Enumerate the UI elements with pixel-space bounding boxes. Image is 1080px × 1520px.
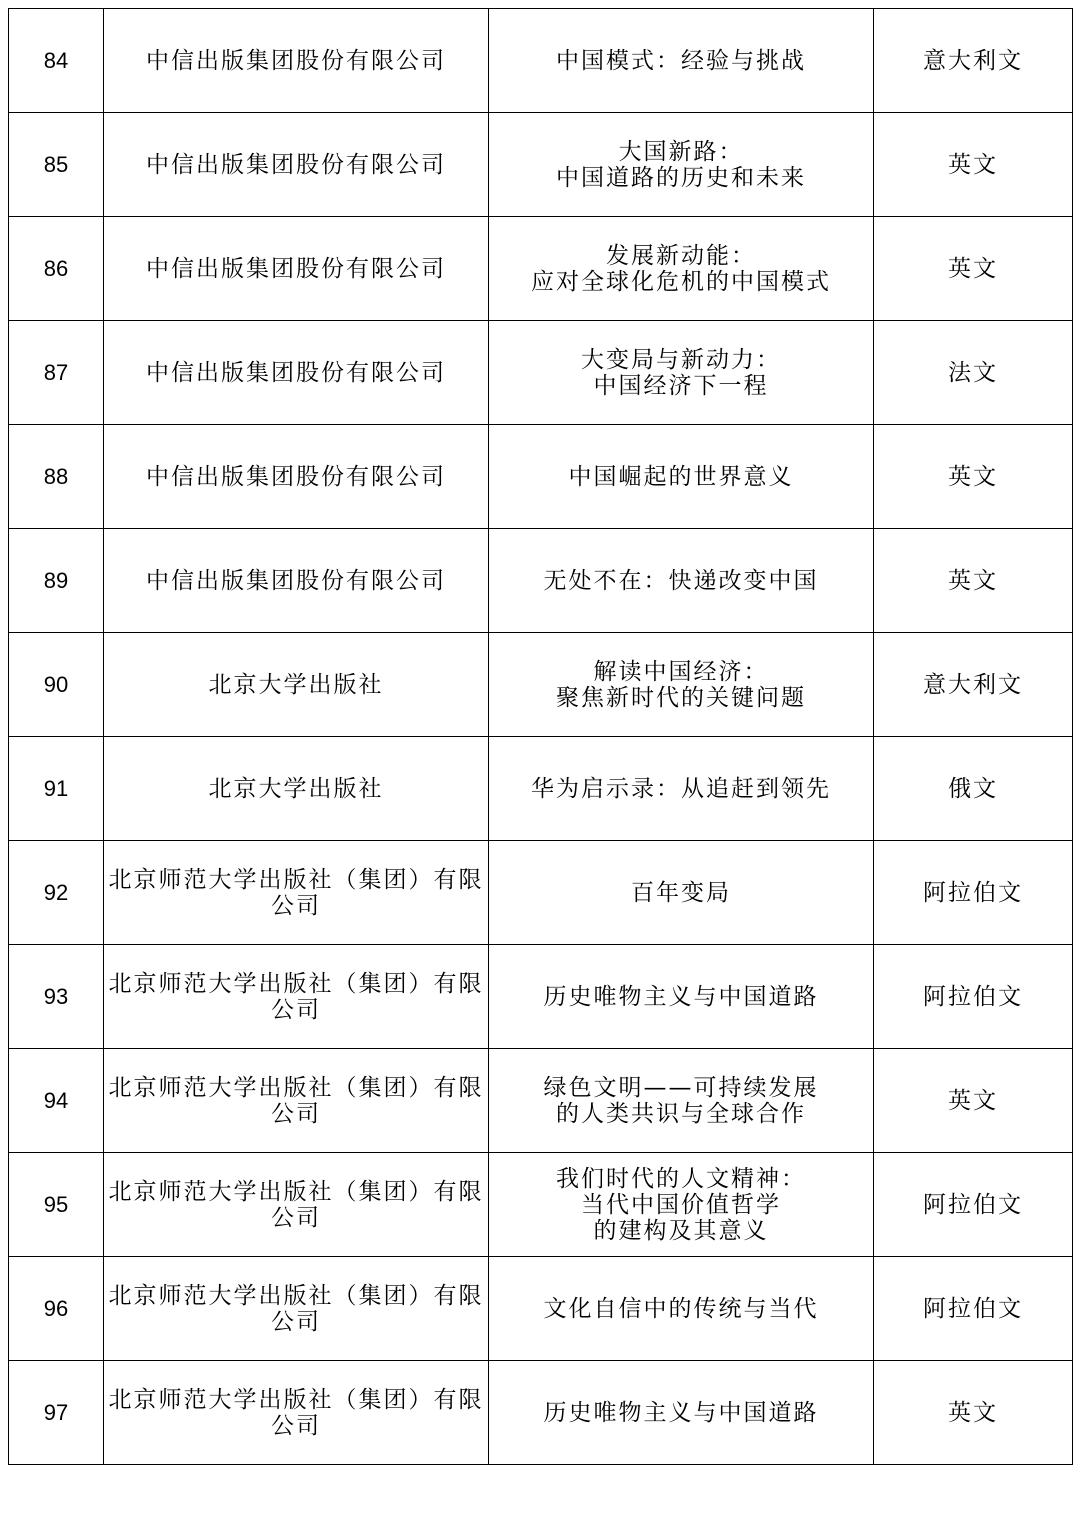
book-title-cell bbox=[489, 1153, 874, 1257]
book-title-line: 中国模式：经验与挑战 bbox=[556, 47, 806, 74]
book-title-line: 文化自信中的传统与当代 bbox=[543, 1295, 819, 1322]
book-title-cell bbox=[489, 841, 874, 945]
row-number: 90 bbox=[9, 633, 104, 737]
language-cell: 英文 bbox=[874, 217, 1073, 321]
publisher-line: 公司 bbox=[271, 1100, 321, 1127]
row-number: 91 bbox=[9, 737, 104, 841]
publisher-cell bbox=[104, 529, 489, 633]
publisher-line: 北京师范大学出版社（集团）有限 bbox=[108, 970, 484, 997]
table-row bbox=[9, 945, 1073, 1049]
publisher-cell bbox=[104, 425, 489, 529]
row-number: 85 bbox=[9, 113, 104, 217]
publisher-line: 公司 bbox=[271, 1204, 321, 1231]
row-number: 93 bbox=[9, 945, 104, 1049]
publisher-line: 公司 bbox=[271, 996, 321, 1023]
language-cell: 意大利文 bbox=[874, 633, 1073, 737]
book-title-line: 中国经济下一程 bbox=[593, 372, 769, 399]
book-title-line: 无处不在：快递改变中国 bbox=[543, 567, 819, 594]
table-row bbox=[9, 321, 1073, 425]
book-title-line: 应对全球化危机的中国模式 bbox=[531, 268, 831, 295]
publisher-line: 北京师范大学出版社（集团）有限 bbox=[108, 1178, 484, 1205]
table-row bbox=[9, 113, 1073, 217]
publisher-cell bbox=[104, 9, 489, 113]
book-title-line: 聚焦新时代的关键问题 bbox=[556, 684, 806, 711]
book-title-line: 的人类共识与全球合作 bbox=[556, 1100, 806, 1127]
table-row bbox=[9, 1049, 1073, 1153]
row-number: 94 bbox=[9, 1049, 104, 1153]
publisher-line: 北京师范大学出版社（集团）有限 bbox=[108, 866, 484, 893]
language-cell: 法文 bbox=[874, 321, 1073, 425]
publisher-cell bbox=[104, 1049, 489, 1153]
language-cell: 英文 bbox=[874, 425, 1073, 529]
table-row bbox=[9, 737, 1073, 841]
publisher-line: 北京师范大学出版社（集团）有限 bbox=[108, 1282, 484, 1309]
book-title-cell bbox=[489, 633, 874, 737]
publisher-line: 中信出版集团股份有限公司 bbox=[146, 359, 446, 386]
table-row bbox=[9, 633, 1073, 737]
publisher-line: 中信出版集团股份有限公司 bbox=[146, 47, 446, 74]
publisher-cell bbox=[104, 1153, 489, 1257]
table-row bbox=[9, 1153, 1073, 1257]
row-number: 89 bbox=[9, 529, 104, 633]
publisher-line: 北京大学出版社 bbox=[208, 671, 384, 698]
row-number: 84 bbox=[9, 9, 104, 113]
publisher-line: 中信出版集团股份有限公司 bbox=[146, 151, 446, 178]
publisher-line: 公司 bbox=[271, 1412, 321, 1439]
table-row bbox=[9, 425, 1073, 529]
table-row bbox=[9, 529, 1073, 633]
book-title-cell bbox=[489, 529, 874, 633]
publisher-cell bbox=[104, 841, 489, 945]
publisher-cell bbox=[104, 113, 489, 217]
book-list-table bbox=[8, 8, 1073, 1465]
book-title-cell bbox=[489, 945, 874, 1049]
table-row bbox=[9, 217, 1073, 321]
row-number: 97 bbox=[9, 1361, 104, 1465]
language-cell: 英文 bbox=[874, 1049, 1073, 1153]
language-cell: 意大利文 bbox=[874, 9, 1073, 113]
publisher-line: 北京师范大学出版社（集团）有限 bbox=[108, 1386, 484, 1413]
book-title-line: 历史唯物主义与中国道路 bbox=[543, 1399, 819, 1426]
book-title-line: 华为启示录：从追赶到领先 bbox=[531, 775, 831, 802]
row-number: 88 bbox=[9, 425, 104, 529]
table-row bbox=[9, 841, 1073, 945]
book-title-line: 当代中国价值哲学 bbox=[581, 1191, 781, 1218]
book-title-cell bbox=[489, 217, 874, 321]
language-cell: 英文 bbox=[874, 529, 1073, 633]
book-title-line: 大变局与新动力： bbox=[581, 346, 781, 373]
book-title-cell bbox=[489, 9, 874, 113]
row-number: 87 bbox=[9, 321, 104, 425]
table-row bbox=[9, 1361, 1073, 1465]
language-cell: 阿拉伯文 bbox=[874, 945, 1073, 1049]
book-title-line: 大国新路： bbox=[618, 138, 744, 165]
language-cell: 俄文 bbox=[874, 737, 1073, 841]
publisher-cell bbox=[104, 633, 489, 737]
publisher-cell bbox=[104, 321, 489, 425]
table-body bbox=[9, 9, 1073, 1465]
book-title-line: 的建构及其意义 bbox=[593, 1217, 769, 1244]
book-title-line: 百年变局 bbox=[631, 879, 731, 906]
publisher-cell bbox=[104, 737, 489, 841]
language-cell: 英文 bbox=[874, 113, 1073, 217]
publisher-line: 北京师范大学出版社（集团）有限 bbox=[108, 1074, 484, 1101]
book-title-cell bbox=[489, 737, 874, 841]
book-title-cell bbox=[489, 321, 874, 425]
book-title-line: 绿色文明——可持续发展 bbox=[543, 1074, 819, 1101]
row-number: 86 bbox=[9, 217, 104, 321]
language-cell: 阿拉伯文 bbox=[874, 1257, 1073, 1361]
book-title-line: 历史唯物主义与中国道路 bbox=[543, 983, 819, 1010]
book-title-cell bbox=[489, 1049, 874, 1153]
row-number: 96 bbox=[9, 1257, 104, 1361]
language-cell: 英文 bbox=[874, 1361, 1073, 1465]
publisher-cell bbox=[104, 217, 489, 321]
book-title-line: 解读中国经济： bbox=[593, 658, 769, 685]
row-number: 92 bbox=[9, 841, 104, 945]
publisher-line: 公司 bbox=[271, 892, 321, 919]
publisher-cell bbox=[104, 1257, 489, 1361]
book-title-cell bbox=[489, 1361, 874, 1465]
book-title-cell bbox=[489, 425, 874, 529]
book-list-table-container bbox=[8, 8, 1072, 1465]
book-title-cell bbox=[489, 1257, 874, 1361]
publisher-cell bbox=[104, 945, 489, 1049]
publisher-line: 公司 bbox=[271, 1308, 321, 1335]
publisher-line: 中信出版集团股份有限公司 bbox=[146, 255, 446, 282]
publisher-line: 北京大学出版社 bbox=[208, 775, 384, 802]
book-title-line: 发展新动能： bbox=[606, 242, 756, 269]
table-row bbox=[9, 1257, 1073, 1361]
book-title-line: 中国道路的历史和未来 bbox=[556, 164, 806, 191]
book-title-line: 我们时代的人文精神： bbox=[556, 1165, 806, 1192]
book-title-line: 中国崛起的世界意义 bbox=[568, 463, 794, 490]
book-title-cell bbox=[489, 113, 874, 217]
language-cell: 阿拉伯文 bbox=[874, 841, 1073, 945]
publisher-line: 中信出版集团股份有限公司 bbox=[146, 567, 446, 594]
publisher-line: 中信出版集团股份有限公司 bbox=[146, 463, 446, 490]
row-number: 95 bbox=[9, 1153, 104, 1257]
publisher-cell bbox=[104, 1361, 489, 1465]
language-cell: 阿拉伯文 bbox=[874, 1153, 1073, 1257]
table-row bbox=[9, 9, 1073, 113]
